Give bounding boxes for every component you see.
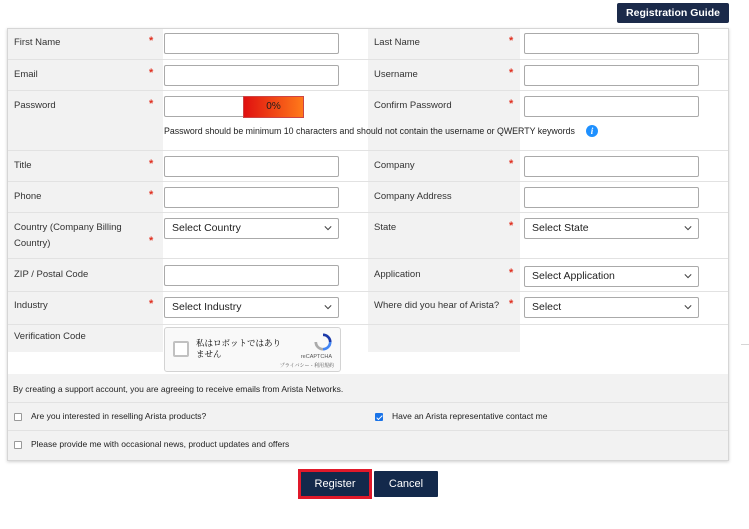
username-input[interactable]	[524, 65, 699, 86]
required-marker: *	[509, 267, 514, 279]
heard-from-label: Where did you hear of Arista?	[374, 300, 500, 311]
application-label: Application	[374, 269, 421, 280]
row-divider	[8, 150, 728, 151]
phone-label: Phone	[14, 191, 42, 202]
state-label: State	[374, 222, 397, 233]
required-marker: *	[509, 67, 514, 79]
company-label: Company	[374, 160, 415, 171]
email-label: Email	[14, 69, 38, 80]
application-select[interactable]	[524, 266, 699, 287]
password-requirements-note: Password should be minimum 10 characters and should not contain the username or QWERTY keywords	[164, 126, 575, 136]
chevron-down-icon	[684, 272, 692, 280]
row-divider	[8, 181, 728, 182]
phone-input[interactable]	[164, 187, 339, 208]
country-label: Country (Company Billing	[14, 222, 122, 233]
required-marker: *	[509, 158, 514, 170]
registration-form	[7, 28, 729, 461]
row-divider	[8, 402, 728, 403]
application-select-value: Select Application	[532, 270, 615, 282]
cancel-button[interactable]: Cancel	[374, 471, 438, 497]
recaptcha-text-line: 私はロボットではあり	[196, 338, 282, 348]
password-strength-meter: 0%	[243, 96, 304, 118]
state-select[interactable]	[524, 218, 699, 239]
required-marker: *	[509, 220, 514, 232]
company-address-label: Company Address	[374, 191, 452, 202]
country-label-cont: Country)	[14, 238, 51, 249]
chevron-down-icon	[324, 303, 332, 311]
zip-input[interactable]	[164, 265, 339, 286]
recaptcha-checkbox[interactable]	[173, 341, 189, 357]
email-input[interactable]	[164, 65, 339, 86]
row-divider	[8, 212, 728, 213]
industry-select-value: Select Industry	[172, 301, 242, 313]
required-marker: *	[509, 35, 514, 47]
recaptcha-icon	[314, 333, 332, 351]
company-address-input[interactable]	[524, 187, 699, 208]
row-divider	[8, 430, 728, 431]
country-select-value: Select Country	[172, 222, 241, 234]
first-name-input[interactable]	[164, 33, 339, 54]
agreement-text: By creating a support account, you are agreeing to receive emails from Arista Networks.	[13, 384, 344, 394]
zip-label: ZIP / Postal Code	[14, 269, 89, 280]
recaptcha-terms-link[interactable]: プライバシー - 利用規約	[279, 363, 334, 369]
industry-label: Industry	[14, 300, 48, 311]
industry-select[interactable]	[164, 297, 339, 318]
chevron-down-icon	[684, 224, 692, 232]
required-marker: *	[149, 67, 154, 79]
required-marker: *	[149, 235, 154, 247]
recaptcha-brand: reCAPTCHA	[300, 354, 332, 360]
info-icon[interactable]: i	[586, 125, 598, 137]
registration-guide-button[interactable]: Registration Guide	[617, 3, 729, 23]
recaptcha-widget	[164, 327, 341, 372]
confirm-password-input[interactable]	[524, 96, 699, 117]
state-select-value: Select State	[532, 222, 589, 234]
news-label: Please provide me with occasional news, product updates and offers	[31, 439, 290, 449]
row-divider	[8, 291, 728, 292]
username-label: Username	[374, 69, 418, 80]
verification-code-label: Verification Code	[14, 331, 86, 342]
resell-label: Are you interested in reselling Arista products?	[31, 411, 207, 421]
last-name-label: Last Name	[374, 37, 420, 48]
required-marker: *	[149, 98, 154, 110]
country-select[interactable]	[164, 218, 339, 239]
register-button[interactable]: Register	[298, 469, 372, 499]
password-input[interactable]	[164, 96, 246, 117]
required-marker: *	[149, 298, 154, 310]
row-divider	[8, 324, 728, 325]
password-label: Password	[14, 100, 56, 111]
news-checkbox[interactable]	[14, 441, 22, 449]
chevron-down-icon	[684, 303, 692, 311]
row-divider	[8, 59, 728, 60]
required-marker: *	[509, 298, 514, 310]
contact-checkbox[interactable]	[375, 413, 383, 421]
first-name-label: First Name	[14, 37, 61, 48]
edge-divider	[741, 344, 749, 345]
resell-checkbox[interactable]	[14, 413, 22, 421]
row-divider	[8, 258, 728, 259]
heard-from-select-value: Select	[532, 301, 562, 313]
required-marker: *	[509, 98, 514, 110]
confirm-password-label: Confirm Password	[374, 100, 452, 111]
contact-label: Have an Arista representative contact me	[392, 411, 548, 421]
row-divider	[8, 90, 728, 91]
required-marker: *	[149, 35, 154, 47]
recaptcha-text	[196, 338, 281, 360]
last-name-input[interactable]	[524, 33, 699, 54]
title-label: Title	[14, 160, 32, 171]
required-marker: *	[149, 189, 154, 201]
heard-from-select[interactable]	[524, 297, 699, 318]
chevron-down-icon	[324, 224, 332, 232]
recaptcha-text-line: ません	[196, 349, 222, 359]
company-input[interactable]	[524, 156, 699, 177]
required-marker: *	[149, 158, 154, 170]
title-input[interactable]	[164, 156, 339, 177]
